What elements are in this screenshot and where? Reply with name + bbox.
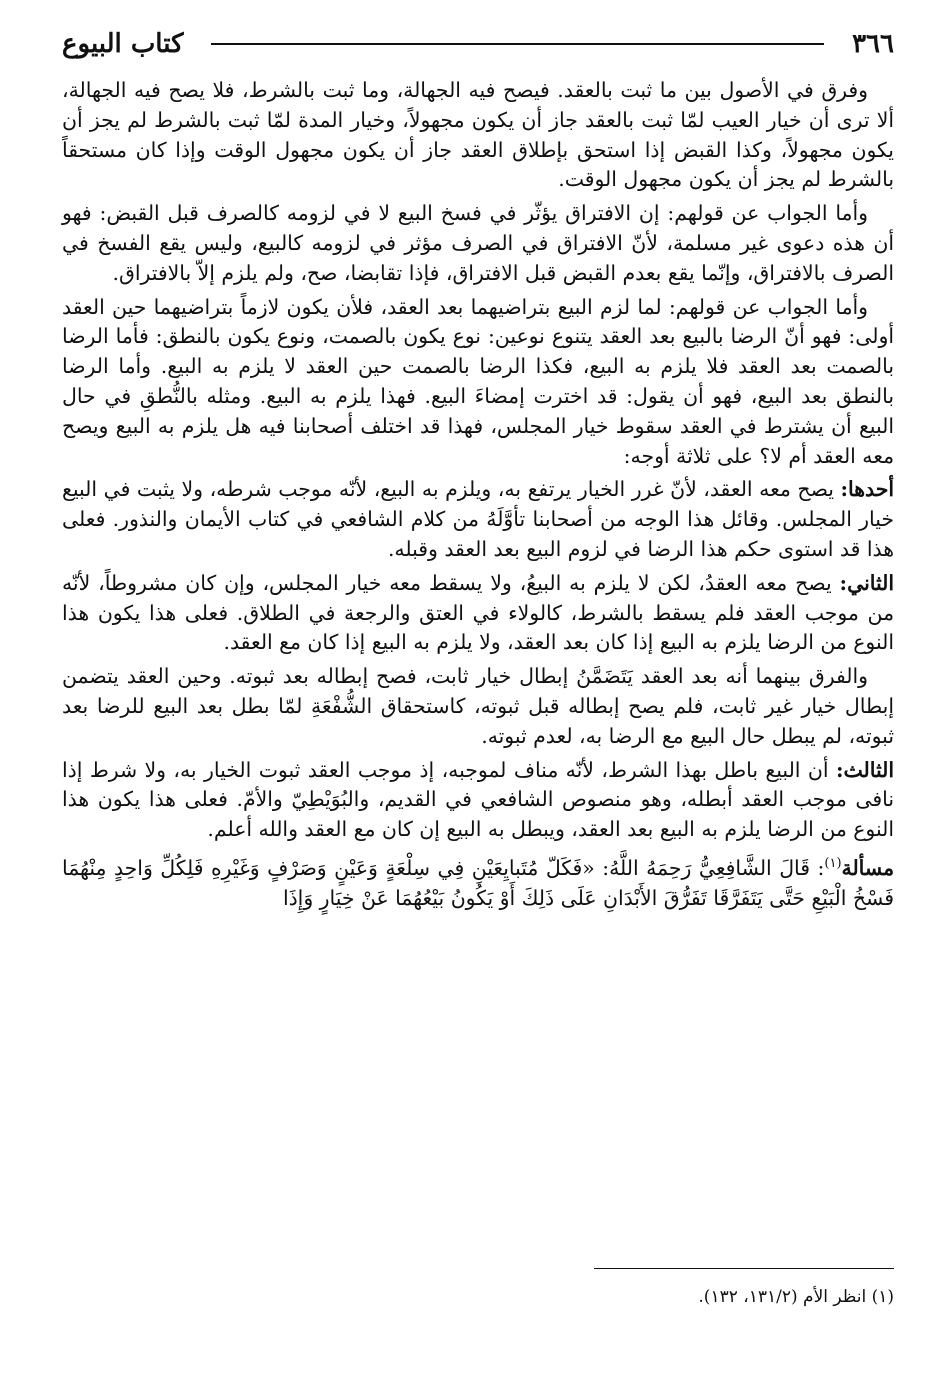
document-page: [62, 22, 894, 1352]
paragraph-lead: أحدها:: [840, 477, 894, 502]
paragraph-text: وأما الجواب عن قولهم: لما لزم البيع بتراضيهما بعد العقد، فلأن يكون لازماً بتراضيهما حين العقد أولى: فهو أنّ الرضا بالبيع بعد العقد يتنوع نوعين: نوع يكون بالصمت، ونوع يكون بالنطق: فأما الرضا بالصمت بعد العقد فلا يلزم به البيع، فكذا الرضا بالصمت حين العقد لا يلزم به البيع. وأما الرضا بالنطق بعد البيع، فهو أن يقول: قد اخترت إمضاءَ البيع. فهذا يلزم به البيع. ومثله بالنُّطقِ في حال البيع أن يشترط في العقد سقوط خيار المجلس، فهذا قد اختلف أصحابنا فيه هل يلزم به البيع ويصح معه العقد أم لا؟ على ثلاثة أوجه:: [62, 294, 894, 468]
running-title: كتاب البيوع: [62, 29, 184, 59]
footnote-rule: [594, 1268, 894, 1269]
masala-text: : قَالَ الشَّافِعِيُّ رَحِمَهُ اللَّهُ: «فَكَلّ مُتَبايِعَيْنِ فِي سِلْعَةٍ وَعَيْنٍ وَصَرْفٍ وَغَيْرِهِ فَلِكُلِّ وَاحِدٍ مِنْهُمَا فَسْخُ الْبَيْعِ حَتَّى يَتَفَرَّقَا تَفَرُّقَ الأَبْدَانِ عَلَى ذَلِكَ أَوْ يَكُونُ بَيْعُهُمَا عَنْ خِيَارٍ وَإِذَا: [62, 855, 894, 910]
paragraph-text: يصح معه العقد، لأنّ غرر الخيار يرتفع به، ويلزم به البيع، لأنّه موجب شرطه، ولا يثبت في البيع خيار المجلس. وقائل هذا الوجه من أصحابنا تأوَّلَهُ من كلام الشافعي في كتاب الأيمان والنذور. فعلى هذا قد استوى حكم هذا الرضا في لزوم البيع بعد العقد وقبله.: [62, 477, 894, 561]
paragraph: [62, 76, 894, 195]
paragraph-lead: الثاني:: [839, 570, 894, 595]
footnote: (١) انظر الأم (١٣١/٢، ١٣٢).: [698, 1287, 894, 1307]
page-header: [62, 22, 894, 66]
paragraph: [62, 475, 894, 564]
paragraph: [62, 569, 894, 658]
page-number: ٣٦٦: [852, 29, 894, 59]
paragraph: [62, 199, 894, 288]
footnote-ref: (١): [824, 855, 842, 871]
paragraph: [62, 756, 894, 845]
paragraph: [62, 293, 894, 472]
masala-paragraph: [62, 849, 894, 913]
paragraph: [62, 662, 894, 751]
paragraph-lead: الثالث:: [835, 757, 894, 782]
header-rule: [211, 43, 824, 45]
paragraph-text: والفرق بينهما أنه بعد العقد يَتَضَمَّنُ إبطال خيار ثابت، فصح إبطاله بعد ثبوته. وحين العقد يتضمن إبطال خيار غير ثابت، فلم يصح إبطاله قبل ثبوته، كاستحقاق الشُّفْعَةِ لمّا بطل بعد البيع للرضا بعد ثبوته، لم يبطل حال البيع مع الرضا به، لعدم ثبوته.: [62, 664, 894, 748]
masala-label: مسألة: [841, 855, 894, 880]
paragraph-text: يصح معه العقدُ، لكن لا يلزم به البيعُ، ولا يسقط معه خيار المجلس، وإن كان مشروطاً، لأنّه من موجب العقد فلم يسقط بالشرط، كالولاء في العتق والرجعة في الطلاق. فعلى هذا يكون هذا النوع من الرضا يلزم به البيع إذا كان بعد العقد، ولا يلزم به البيع إذا كان مع العقد.: [62, 570, 894, 655]
paragraph-text: وأما الجواب عن قولهم: إن الافتراق يؤثّر في فسخ البيع لا في لزومه كالصرف قبل القبض: فهو أن هذه دعوى غير مسلمة، لأنّ الافتراق في الصرف مؤثر في لزومه كالبيع، وليس يقع الفسخ في الصرف بالافتراق، وإنّما يقع بعدم القبض قبل الافتراق، فإذا تقابضا، صح، ولم يلزم إلاّ بالافتراق.: [62, 201, 894, 285]
paragraph-text: وفرق في الأصول بين ما ثبت بالعقد. فيصح فيه الجهالة، وما ثبت بالشرط، فلا يصح فيه الجهالة، ألا ترى أن خيار العيب لمّا ثبت بالعقد جاز أن يكون مجهولاً، وخيار المدة لمّا ثبت بالشرط لم يجز أن يكون مجهولاً، وكذا القبض إذا استحق بإطلاق العقد جاز أن يكون مجهول الوقت وإذا كان مستحقاً بالشرط لم يجز أن يكون مجهول الوقت.: [62, 78, 894, 192]
body-text: [62, 76, 894, 913]
paragraph-text: أن البيع باطل بهذا الشرط، لأنّه مناف لموجبه، إذ موجب العقد ثبوت الخيار به، ولا شرط إذا نافى موجب العقد أبطله، وهو منصوص الشافعي في القديم، والبُوَيْطِيّ والأمّ. فعلى هذا يكون هذا النوع من الرضا يلزم به البيع بعد العقد، ويبطل به البيع إن كان مع العقد والله أعلم.: [62, 757, 894, 842]
